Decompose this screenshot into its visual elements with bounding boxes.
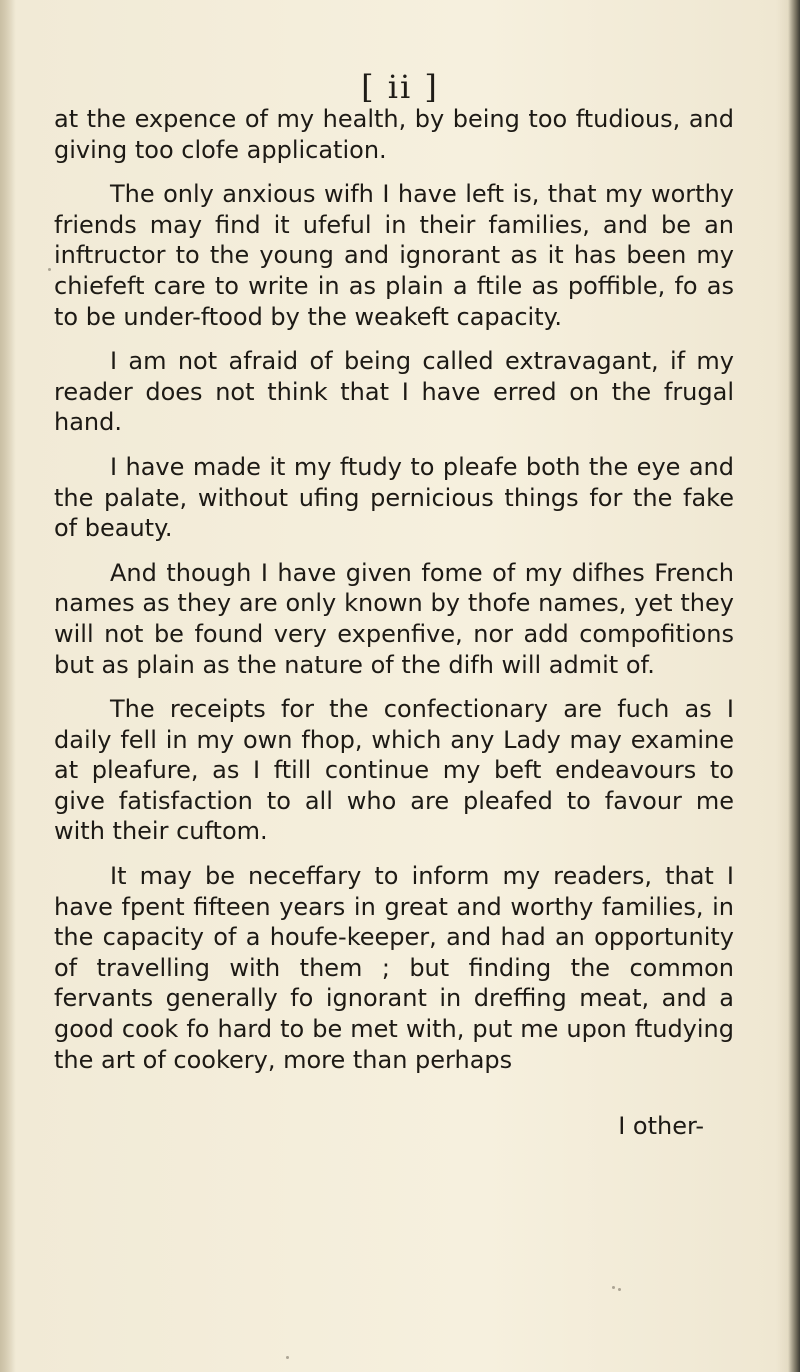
paper-speck — [48, 268, 51, 271]
paper-speck — [612, 1286, 615, 1289]
paragraph-6: The receipts for the confectionary are fuch as I daily fell in my own fhop, which any Lady may examine at pleafure, as I ftill continue my beft endeavours to give fatisfaction to all who are pleafed to favour me with their cuftom. — [54, 695, 734, 846]
page-gutter-shadow — [0, 0, 16, 1372]
paper-speck — [618, 1288, 621, 1291]
paragraph-1: at the expence of my health, by being too ftudious, and giving too clofe application. — [54, 105, 734, 164]
paragraph-3: I am not afraid of being called extravagant, if my reader does not think that I have erred on the frugal hand. — [54, 347, 734, 437]
page-body — [54, 104, 734, 1089]
page-edge-shadow — [788, 0, 800, 1372]
paragraph-4: I have made it my ftudy to pleafe both the eye and the palate, without ufing pernicious things for the fake of beauty. — [54, 452, 734, 543]
page-number-header: [ ii ] — [361, 68, 439, 106]
paper-speck — [286, 1356, 289, 1359]
paragraph-5: And though I have given fome of my difhes French names as they are only known by thofe names, yet they will not be found very expenfive, nor add compofitions but as plain as the nature of the difh will admit of. — [54, 558, 734, 679]
paragraph-2: The only anxious wifh I have left is, that my worthy friends may find it ufeful in their families, and be an inftructor to the young and ignorant as it has been my chiefeft care to write in as plain a ftile as poffible, fo as to be under-ftood by the weakeft capacity. — [54, 180, 734, 331]
paragraph-7: It may be neceffary to inform my readers, that I have fpent fifteen years in great and worthy families, in the capacity of a houfe-keeper, and had an opportunity of travelling with them ; but finding the common fervants generally fo ignorant in dreffing meat, and a good cook fo hard to be met with, put me upon ftudying the art of cookery, more than perhaps — [54, 862, 734, 1074]
catchword: I other- — [618, 1112, 704, 1140]
